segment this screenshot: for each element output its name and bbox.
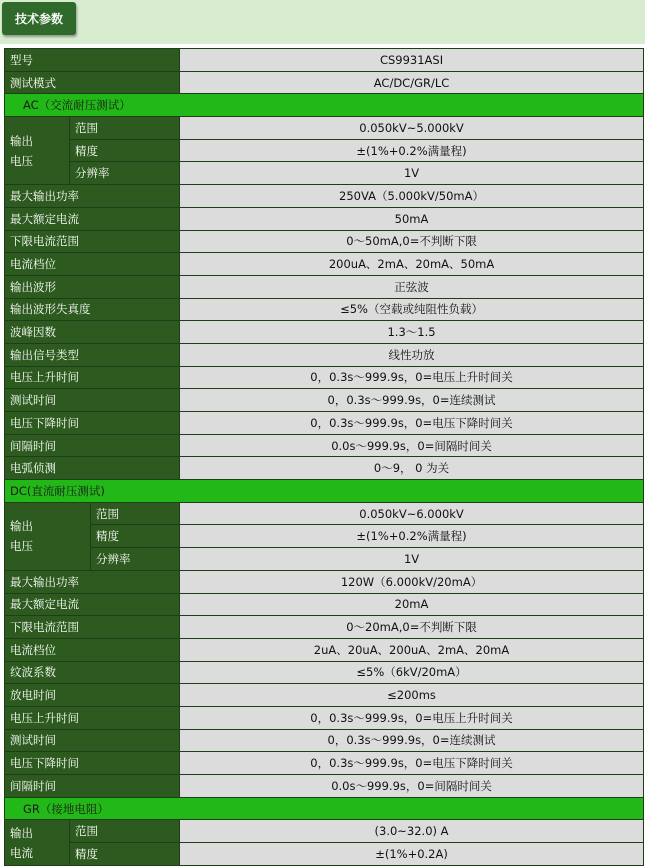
table-row	[5, 752, 644, 775]
table-row	[5, 366, 644, 389]
tech-params-tab[interactable]: 技术参数	[2, 2, 76, 35]
row-value: 20mA	[180, 593, 644, 616]
table-row	[5, 389, 644, 412]
section-title: AC（交流耐压测试）	[5, 94, 644, 117]
row-value: ≤5%（空载或纯阻性负载）	[180, 298, 644, 321]
row-label: 电压下降时间	[5, 752, 180, 775]
row-value: 2uA、20uA、200uA、2mA、20mA	[180, 638, 644, 661]
table-row	[5, 502, 644, 525]
row-label: 电压上升时间	[5, 706, 180, 729]
table-row	[5, 275, 644, 298]
table-row	[5, 843, 644, 866]
row-label: 输出波形	[5, 275, 180, 298]
sub-label: 范围	[70, 117, 180, 140]
row-label: 纹波系数	[5, 661, 180, 684]
row-value: 0，0.3s～999.9s，0=电压下降时间关	[180, 752, 644, 775]
sub-value: ±(1%+0.2A)	[180, 843, 644, 866]
table-row	[5, 230, 644, 253]
row-value: 0，0.3s～999.9s，0=电压上升时间关	[180, 706, 644, 729]
row-value: 0.0s～999.9s，0=间隔时间关	[180, 434, 644, 457]
row-label: 输出信号类型	[5, 343, 180, 366]
row-label: 最大额定电流	[5, 207, 180, 230]
row-label: 测试模式	[5, 71, 180, 94]
table-row	[5, 616, 644, 639]
sub-value: 1V	[180, 162, 644, 185]
row-label: 电流档位	[5, 253, 180, 276]
row-label: 电压下降时间	[5, 412, 180, 435]
row-label: 最大输出功率	[5, 185, 180, 208]
row-label: 型号	[5, 49, 180, 72]
section-header-gr	[5, 797, 644, 820]
row-label: 波峰因数	[5, 321, 180, 344]
row-value: 200uA、2mA、20mA、50mA	[180, 253, 644, 276]
row-label: 间隔时间	[5, 775, 180, 798]
row-value: 0～20mA,0=不判断下限	[180, 616, 644, 639]
table-row	[5, 706, 644, 729]
row-label: 测试时间	[5, 729, 180, 752]
table-row	[5, 185, 644, 208]
row-value: 120W（6.000kV/20mA）	[180, 570, 644, 593]
table-row	[5, 638, 644, 661]
row-value: 0，0.3s～999.9s，0=电压下降时间关	[180, 412, 644, 435]
sub-value: 1V	[180, 548, 644, 571]
row-label: 电弧侦测	[5, 457, 180, 480]
sub-label: 范围	[91, 502, 180, 525]
row-value: 0～50mA,0=不判断下限	[180, 230, 644, 253]
row-label: 输出波形失真度	[5, 298, 180, 321]
row-label: 测试时间	[5, 389, 180, 412]
table-row	[5, 117, 644, 140]
table-row	[5, 71, 644, 94]
table-row	[5, 457, 644, 480]
row-value: 0～9， 0 为关	[180, 457, 644, 480]
table-row	[5, 253, 644, 276]
table-row	[5, 162, 644, 185]
row-label: 下限电流范围	[5, 616, 180, 639]
row-value: ≤200ms	[180, 684, 644, 707]
sub-value: 0.050kV~6.000kV	[180, 502, 644, 525]
table-row	[5, 525, 644, 548]
table-row	[5, 684, 644, 707]
table-row	[5, 434, 644, 457]
row-value: 0，0.3s～999.9s，0=连续测试	[180, 389, 644, 412]
table-row	[5, 820, 644, 843]
section-header-ac	[5, 94, 644, 117]
table-row	[5, 49, 644, 72]
sub-label: 精度	[70, 139, 180, 162]
header-band	[0, 0, 645, 44]
section-header-dc	[5, 480, 644, 503]
row-label: 最大输出功率	[5, 570, 180, 593]
sub-label: 范围	[70, 820, 180, 843]
row-value: 0，0.3s～999.9s，0=电压上升时间关	[180, 366, 644, 389]
row-value: 50mA	[180, 207, 644, 230]
row-value: AC/DC/GR/LC	[180, 71, 644, 94]
table-row	[5, 298, 644, 321]
sub-label: 精度	[91, 525, 180, 548]
row-value: 线性功放	[180, 343, 644, 366]
table-row	[5, 775, 644, 798]
table-row	[5, 570, 644, 593]
row-value: ≤5%（6kV/20mA）	[180, 661, 644, 684]
row-value: 250VA（5.000kV/50mA）	[180, 185, 644, 208]
table-row	[5, 593, 644, 616]
sub-value: 0.050kV~5.000kV	[180, 117, 644, 140]
row-value: CS9931ASI	[180, 49, 644, 72]
sub-value: (3.0~32.0) A	[180, 820, 644, 843]
table-row	[5, 139, 644, 162]
table-row	[5, 412, 644, 435]
section-title: DC(直流耐压测试)	[5, 480, 644, 503]
output-voltage-label: 输出 电压	[5, 502, 91, 570]
section-title: GR（接地电阻）	[5, 797, 644, 820]
row-label: 电压上升时间	[5, 366, 180, 389]
row-label: 电流档位	[5, 638, 180, 661]
spec-table	[4, 48, 644, 866]
table-row	[5, 661, 644, 684]
row-label: 下限电流范围	[5, 230, 180, 253]
table-row	[5, 321, 644, 344]
row-value: 0.0s～999.9s，0=间隔时间关	[180, 775, 644, 798]
sub-label: 分辨率	[91, 548, 180, 571]
row-label: 间隔时间	[5, 434, 180, 457]
row-label: 最大额定电流	[5, 593, 180, 616]
row-value: 正弦波	[180, 275, 644, 298]
row-label: 放电时间	[5, 684, 180, 707]
sub-value: ±(1%+0.2%满量程)	[180, 525, 644, 548]
output-current-label: 输出 电流	[5, 820, 70, 865]
row-value: 0，0.3s～999.9s，0=连续测试	[180, 729, 644, 752]
table-row	[5, 207, 644, 230]
row-value: 1.3～1.5	[180, 321, 644, 344]
sub-label: 分辨率	[70, 162, 180, 185]
sub-label: 精度	[70, 843, 180, 866]
sub-value: ±(1%+0.2%满量程)	[180, 139, 644, 162]
table-row	[5, 548, 644, 571]
table-row	[5, 729, 644, 752]
table-row	[5, 343, 644, 366]
output-voltage-label: 输出 电压	[5, 117, 70, 185]
